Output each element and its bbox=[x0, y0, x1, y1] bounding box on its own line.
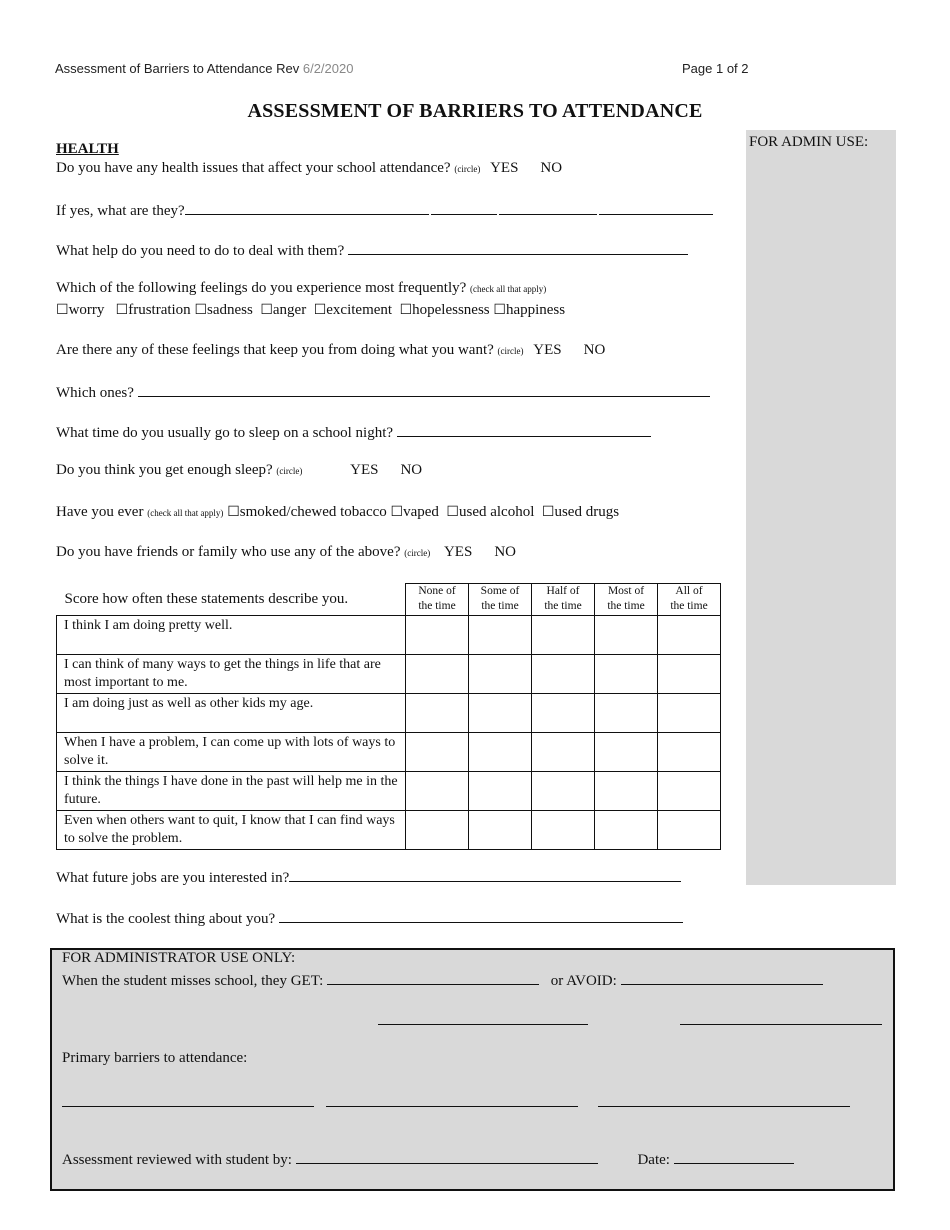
score-cell[interactable] bbox=[658, 733, 721, 772]
no-option[interactable]: NO bbox=[540, 160, 563, 176]
question-which-ones bbox=[56, 382, 710, 402]
table-row bbox=[57, 811, 721, 850]
question-text: What is the coolest thing about you? bbox=[56, 911, 276, 927]
no-option[interactable]: NO bbox=[400, 462, 423, 478]
avoid-line[interactable] bbox=[621, 970, 823, 985]
barriers-label: Primary barriers to attendance: bbox=[62, 1050, 248, 1066]
checkbox-sadness[interactable]: ☐sadness bbox=[194, 302, 253, 318]
admin-use-label: FOR ADMIN USE: bbox=[749, 134, 869, 150]
page-header-left bbox=[55, 61, 353, 76]
answer-line[interactable] bbox=[289, 867, 681, 882]
score-cell[interactable] bbox=[469, 811, 532, 850]
question-text: Do you think you get enough sleep? bbox=[56, 462, 273, 478]
question-text: Are there any of these feelings that keep you from doing what you want? bbox=[56, 342, 494, 358]
checkbox-tobacco[interactable]: ☐smoked/chewed tobacco bbox=[227, 504, 387, 520]
column-header: None of the time bbox=[406, 584, 469, 616]
circle-hint: (circle) bbox=[404, 548, 431, 558]
table-row bbox=[57, 733, 721, 772]
score-cell[interactable] bbox=[532, 655, 595, 694]
yes-option[interactable]: YES bbox=[490, 160, 519, 176]
question-substances bbox=[56, 504, 619, 521]
header-rev-date: 6/2/2020 bbox=[302, 61, 354, 76]
question-text: What time do you usually go to sleep on a school night? bbox=[56, 425, 394, 441]
question-text: What help do you need to do to deal with them? bbox=[56, 243, 345, 259]
answer-line[interactable] bbox=[431, 200, 497, 215]
avoid-label: or AVOID: bbox=[550, 973, 617, 989]
yes-option[interactable]: YES bbox=[350, 462, 379, 478]
answer-line[interactable] bbox=[279, 908, 683, 923]
score-cell[interactable] bbox=[658, 616, 721, 655]
question-help-needed bbox=[56, 240, 688, 260]
score-cell[interactable] bbox=[595, 694, 658, 733]
question-text: Do you have any health issues that affect your school attendance? bbox=[56, 160, 451, 176]
question-coolest-thing bbox=[56, 908, 683, 928]
circle-hint: (circle) bbox=[276, 466, 303, 476]
question-friends-family bbox=[56, 544, 538, 561]
column-header: Half of the time bbox=[532, 584, 595, 616]
question-health-issues bbox=[56, 160, 584, 177]
score-cell[interactable] bbox=[469, 733, 532, 772]
statement: I can think of many ways to get the things in life that are most important to me. bbox=[57, 655, 406, 694]
score-cell[interactable] bbox=[532, 733, 595, 772]
get-line[interactable] bbox=[327, 970, 539, 985]
checkbox-alcohol[interactable]: ☐used alcohol bbox=[446, 504, 535, 520]
question-sleep-time bbox=[56, 422, 651, 442]
yes-option[interactable]: YES bbox=[443, 544, 473, 560]
question-text: Which of the following feelings do you experience most frequently? bbox=[56, 280, 467, 296]
score-cell[interactable] bbox=[532, 772, 595, 811]
get-avoid-row bbox=[62, 970, 823, 990]
score-cell[interactable] bbox=[469, 772, 532, 811]
question-text: Which ones? bbox=[56, 385, 134, 401]
get-line-2[interactable] bbox=[378, 1010, 588, 1030]
question-what-issues bbox=[56, 200, 713, 220]
score-cell[interactable] bbox=[658, 772, 721, 811]
avoid-line-2[interactable] bbox=[680, 1010, 882, 1030]
score-cell[interactable] bbox=[658, 655, 721, 694]
statement: I think the things I have done in the past will help me in the future. bbox=[57, 772, 406, 811]
score-cell[interactable] bbox=[595, 616, 658, 655]
statement: When I have a problem, I can come up with lots of ways to solve it. bbox=[57, 733, 406, 772]
checkbox-worry[interactable]: ☐worry bbox=[56, 302, 105, 318]
question-feelings bbox=[56, 280, 546, 297]
question-feelings-block bbox=[56, 342, 627, 359]
score-cell[interactable] bbox=[532, 616, 595, 655]
no-option[interactable]: NO bbox=[494, 544, 516, 560]
question-text: What future jobs are you interested in? bbox=[56, 870, 290, 886]
question-text: If yes, what are they? bbox=[56, 203, 185, 219]
answer-line[interactable] bbox=[397, 422, 651, 437]
admin-box-title: FOR ADMINISTRATOR USE ONLY: bbox=[62, 950, 296, 966]
answer-line[interactable] bbox=[138, 382, 710, 397]
score-cell[interactable] bbox=[595, 811, 658, 850]
column-header: Some of the time bbox=[469, 584, 532, 616]
statement: I think I am doing pretty well. bbox=[57, 616, 406, 655]
score-cell[interactable] bbox=[406, 616, 469, 655]
circle-hint: (circle) bbox=[454, 164, 481, 174]
barrier-line[interactable] bbox=[62, 1092, 314, 1107]
score-cell[interactable] bbox=[406, 733, 469, 772]
score-cell[interactable] bbox=[532, 811, 595, 850]
score-cell[interactable] bbox=[406, 772, 469, 811]
score-cell[interactable] bbox=[658, 694, 721, 733]
table-row bbox=[57, 655, 721, 694]
checkbox-frustration[interactable]: ☐frustration bbox=[115, 302, 191, 318]
score-cell[interactable] bbox=[469, 616, 532, 655]
answer-line[interactable] bbox=[499, 200, 597, 215]
yes-option[interactable]: YES bbox=[533, 342, 562, 358]
score-cell[interactable] bbox=[469, 694, 532, 733]
score-cell[interactable] bbox=[406, 694, 469, 733]
score-cell[interactable] bbox=[595, 772, 658, 811]
table-row bbox=[57, 694, 721, 733]
get-label: When the student misses school, they GET: bbox=[62, 973, 324, 989]
check-all-hint: (check all that apply) bbox=[147, 508, 224, 518]
checkbox-drugs[interactable]: ☐used drugs bbox=[541, 504, 620, 520]
checkbox-happiness[interactable]: ☐happiness bbox=[493, 302, 566, 318]
barrier-line[interactable] bbox=[326, 1092, 578, 1107]
question-future-jobs bbox=[56, 867, 681, 887]
page-number: Page 1 of 2 bbox=[682, 61, 749, 76]
statement: Even when others want to quit, I know that I can find ways to solve the problem. bbox=[57, 811, 406, 850]
barriers-lines bbox=[62, 1092, 850, 1112]
checkbox-hopelessness[interactable]: ☐hopelessness bbox=[399, 302, 490, 318]
barrier-line[interactable] bbox=[598, 1092, 850, 1107]
table-row bbox=[57, 616, 721, 655]
question-text: Do you have friends or family who use any of the above? bbox=[56, 544, 401, 560]
reviewed-label: Assessment reviewed with student by: bbox=[62, 1152, 292, 1168]
score-cell[interactable] bbox=[595, 733, 658, 772]
no-option[interactable]: NO bbox=[583, 342, 606, 358]
score-cell[interactable] bbox=[532, 694, 595, 733]
answer-line[interactable] bbox=[599, 200, 713, 215]
checkbox-excitement[interactable]: ☐excitement bbox=[313, 302, 393, 318]
score-table bbox=[56, 583, 721, 850]
answer-line[interactable] bbox=[185, 200, 429, 215]
checkbox-anger[interactable]: ☐anger bbox=[260, 302, 307, 318]
score-cell[interactable] bbox=[469, 655, 532, 694]
score-cell[interactable] bbox=[595, 655, 658, 694]
checkbox-vaped[interactable]: ☐vaped bbox=[390, 504, 439, 520]
reviewer-line[interactable] bbox=[296, 1149, 598, 1164]
score-table-header bbox=[57, 584, 721, 616]
score-cell[interactable] bbox=[406, 655, 469, 694]
question-text: Have you ever bbox=[56, 504, 144, 520]
question-enough-sleep bbox=[56, 462, 444, 479]
column-header: Most of the time bbox=[595, 584, 658, 616]
score-cell[interactable] bbox=[406, 811, 469, 850]
administrator-box bbox=[50, 948, 895, 1191]
circle-hint: (circle) bbox=[497, 346, 524, 356]
check-all-hint: (check all that apply) bbox=[470, 284, 547, 294]
health-heading: HEALTH bbox=[56, 141, 119, 157]
header-doc-name: Assessment of Barriers to Attendance Rev bbox=[55, 61, 300, 76]
page-title: ASSESSMENT OF BARRIERS TO ATTENDANCE bbox=[247, 100, 703, 122]
column-header: All of the time bbox=[658, 584, 721, 616]
admin-use-column bbox=[746, 130, 896, 885]
reviewed-row bbox=[62, 1149, 794, 1169]
feelings-checkboxes bbox=[56, 302, 565, 319]
score-prompt: Score how often these statements describe you. bbox=[64, 590, 349, 607]
answer-line[interactable] bbox=[348, 240, 688, 255]
score-cell[interactable] bbox=[658, 811, 721, 850]
table-row bbox=[57, 772, 721, 811]
date-line[interactable] bbox=[674, 1149, 794, 1164]
date-label: Date: bbox=[637, 1152, 670, 1168]
statement: I am doing just as well as other kids my age. bbox=[57, 694, 406, 733]
